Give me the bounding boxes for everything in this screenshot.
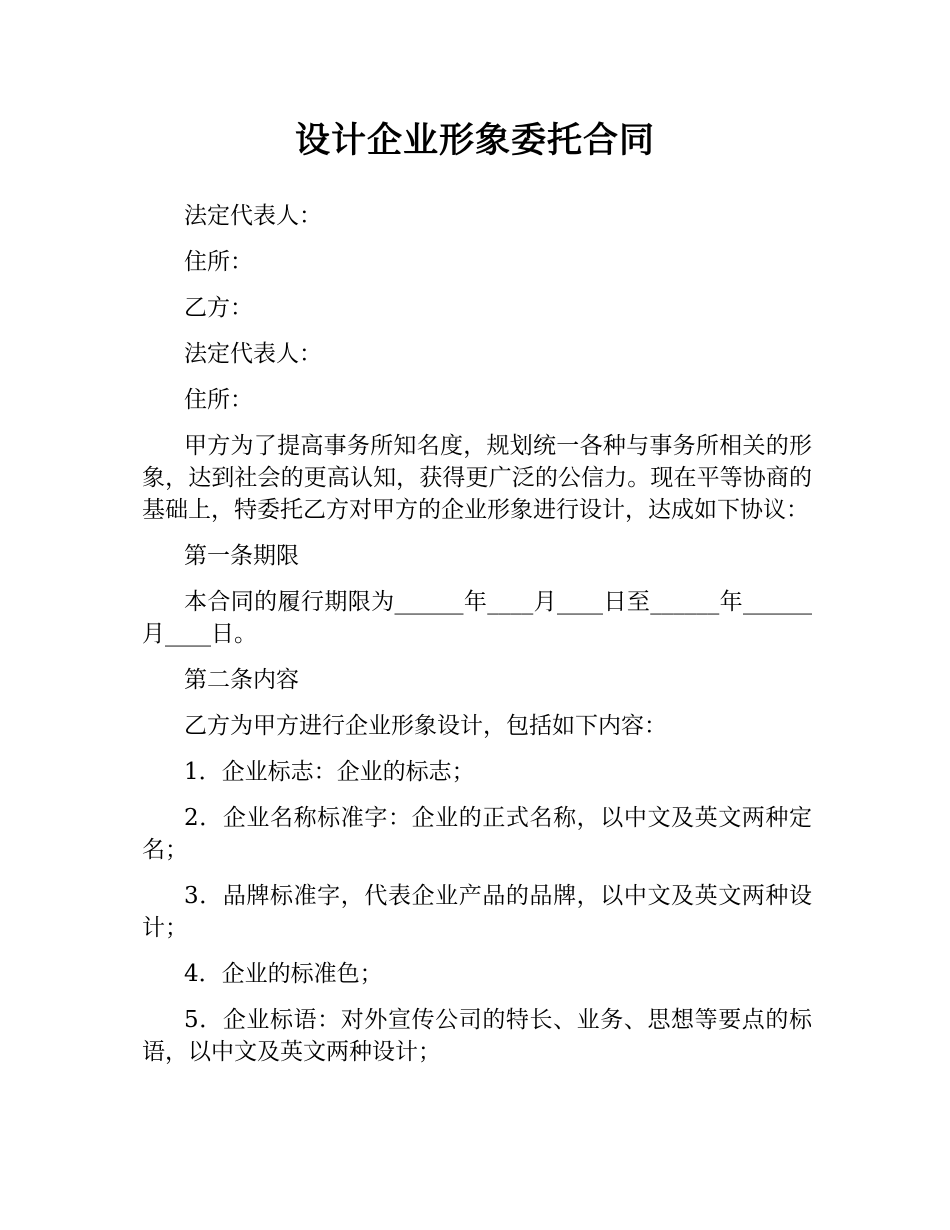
article-1-heading: 第一条期限 (184, 543, 299, 569)
paragraph-legal-rep-a: 法定代表人： (184, 203, 322, 229)
article-2-item-4: 4．企业的标准色； (184, 961, 383, 987)
article-2-item-5: 5．企业标语：对外宣传公司的特长、业务、思想等要点的标语，以中文及英文两种设计； (142, 1007, 812, 1065)
article-1-term: 本合同的履行期限为______年____月____日至______年______月____日。 (142, 589, 812, 647)
article-2-item-3: 3．品牌标准字，代表企业产品的品牌，以中文及英文两种设计； (142, 883, 812, 941)
document-body (142, 200, 812, 1082)
article-2-heading: 第二条内容 (184, 667, 299, 693)
article-2-item-1: 1．企业标志：企业的标志； (184, 759, 475, 785)
paragraph-legal-rep-b: 法定代表人： (184, 341, 322, 367)
paragraph-address-a: 住所： (184, 249, 253, 275)
paragraph-address-b: 住所： (184, 387, 253, 413)
article-2-intro: 乙方为甲方进行企业形象设计，包括如下内容： (184, 713, 667, 739)
document-title: 设计企业形象委托合同 (294, 121, 655, 161)
article-2-item-2: 2．企业名称标准字：企业的正式名称，以中文及英文两种定名； (142, 805, 812, 863)
paragraph-party-b: 乙方： (184, 295, 253, 321)
paragraph-preamble: 甲方为了提高事务所知名度，规划统一各种与事务所相关的形象，达到社会的更高认知，获得更广泛的公信力。现在平等协商的基础上，特委托乙方对甲方的企业形象进行设计，达成如下协议： (142, 433, 812, 523)
